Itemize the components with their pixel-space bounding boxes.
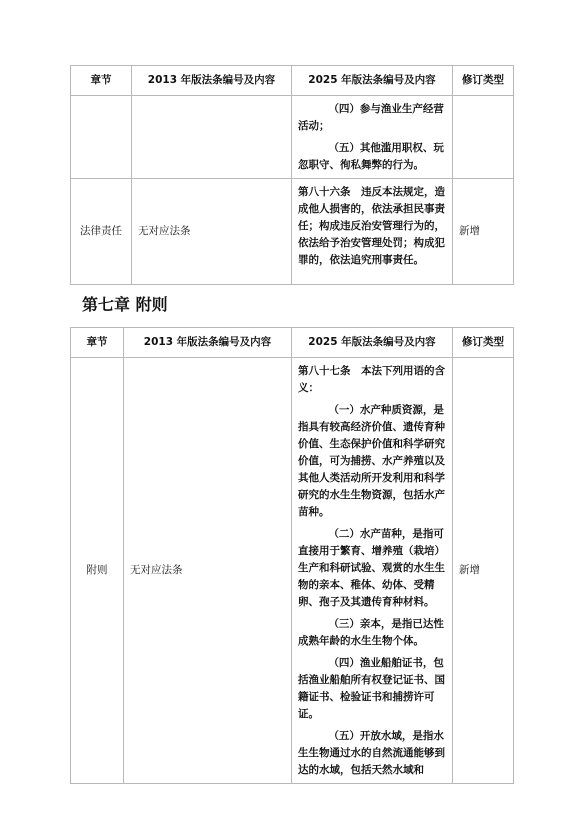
cell-revision-type: 新增 (453, 179, 514, 285)
clause-item: （五）开放水域，是指水生生物通过水的自然流通能够到达的水域，包括天然水域和 (298, 730, 445, 776)
cell-2013-version: 无对应法条 (132, 179, 292, 285)
cell-revision-type (453, 96, 514, 179)
table-row (71, 96, 514, 179)
cell-2025-version (292, 96, 453, 179)
table-header-row (71, 66, 514, 96)
clause-item: （四）参与渔业生产经营活动； (298, 103, 444, 132)
cell-2025-version (292, 358, 453, 784)
table-row (71, 179, 514, 285)
clause-item: （三）亲本，是指已达性成熟年龄的水生生物个体。 (298, 618, 444, 647)
header-2013-version: 2013 年版法条编号及内容 (124, 328, 292, 358)
clause-item: 第八十七条 本法下列用语的含义： (298, 365, 445, 394)
cell-chapter: 附则 (71, 358, 124, 784)
clause-item: （二）水产苗种，是指可直接用于繁育、增养殖（栽培）生产和科研试验、观赏的水生生物的亲本、稚体、幼体、受精卵、孢子及其遗传育种材料。 (298, 528, 445, 608)
cell-2025-version (292, 179, 453, 285)
table-row (71, 358, 514, 784)
clause-text: 第八十六条 违反本法规定，造成他人损害的，依法承担民事责任；构成违反治安管理行为的，依法给予治安管理处罚；构成犯罪的，依法追究刑事责任。 (298, 186, 445, 266)
header-revision-type: 修订类型 (453, 66, 514, 96)
cell-chapter (71, 96, 132, 179)
header-revision-type: 修订类型 (453, 328, 514, 358)
clause-item: （四）渔业船舶证书，包括渔业船舶所有权登记证书、国籍证书、检验证书和捕捞许可证。 (298, 657, 445, 720)
cell-revision-type: 新增 (453, 358, 514, 784)
cell-2013-version (132, 96, 292, 179)
header-chapter: 章节 (71, 328, 124, 358)
header-2025-version: 2025 年版法条编号及内容 (292, 66, 453, 96)
cell-chapter: 法律责任 (71, 179, 132, 285)
cell-2013-version: 无对应法条 (124, 358, 292, 784)
header-2025-version: 2025 年版法条编号及内容 (292, 328, 453, 358)
chapter-heading: 第七章 附则 (82, 295, 168, 314)
revision-table-2 (70, 327, 514, 784)
header-2013-version: 2013 年版法条编号及内容 (132, 66, 292, 96)
table-header-row (71, 328, 514, 358)
clause-item: （五）其他滥用职权、玩忽职守、徇私舞弊的行为。 (298, 142, 444, 171)
clause-item: （一）水产种质资源，是指具有较高经济价值、遗传育种价值、生态保护价值和科学研究价值，可为捕捞、水产养殖以及其他人类活动所开发利用和科学研究的水生生物资源，包括水产苗种。 (298, 404, 445, 518)
revision-table-1 (70, 65, 514, 285)
header-chapter: 章节 (71, 66, 132, 96)
